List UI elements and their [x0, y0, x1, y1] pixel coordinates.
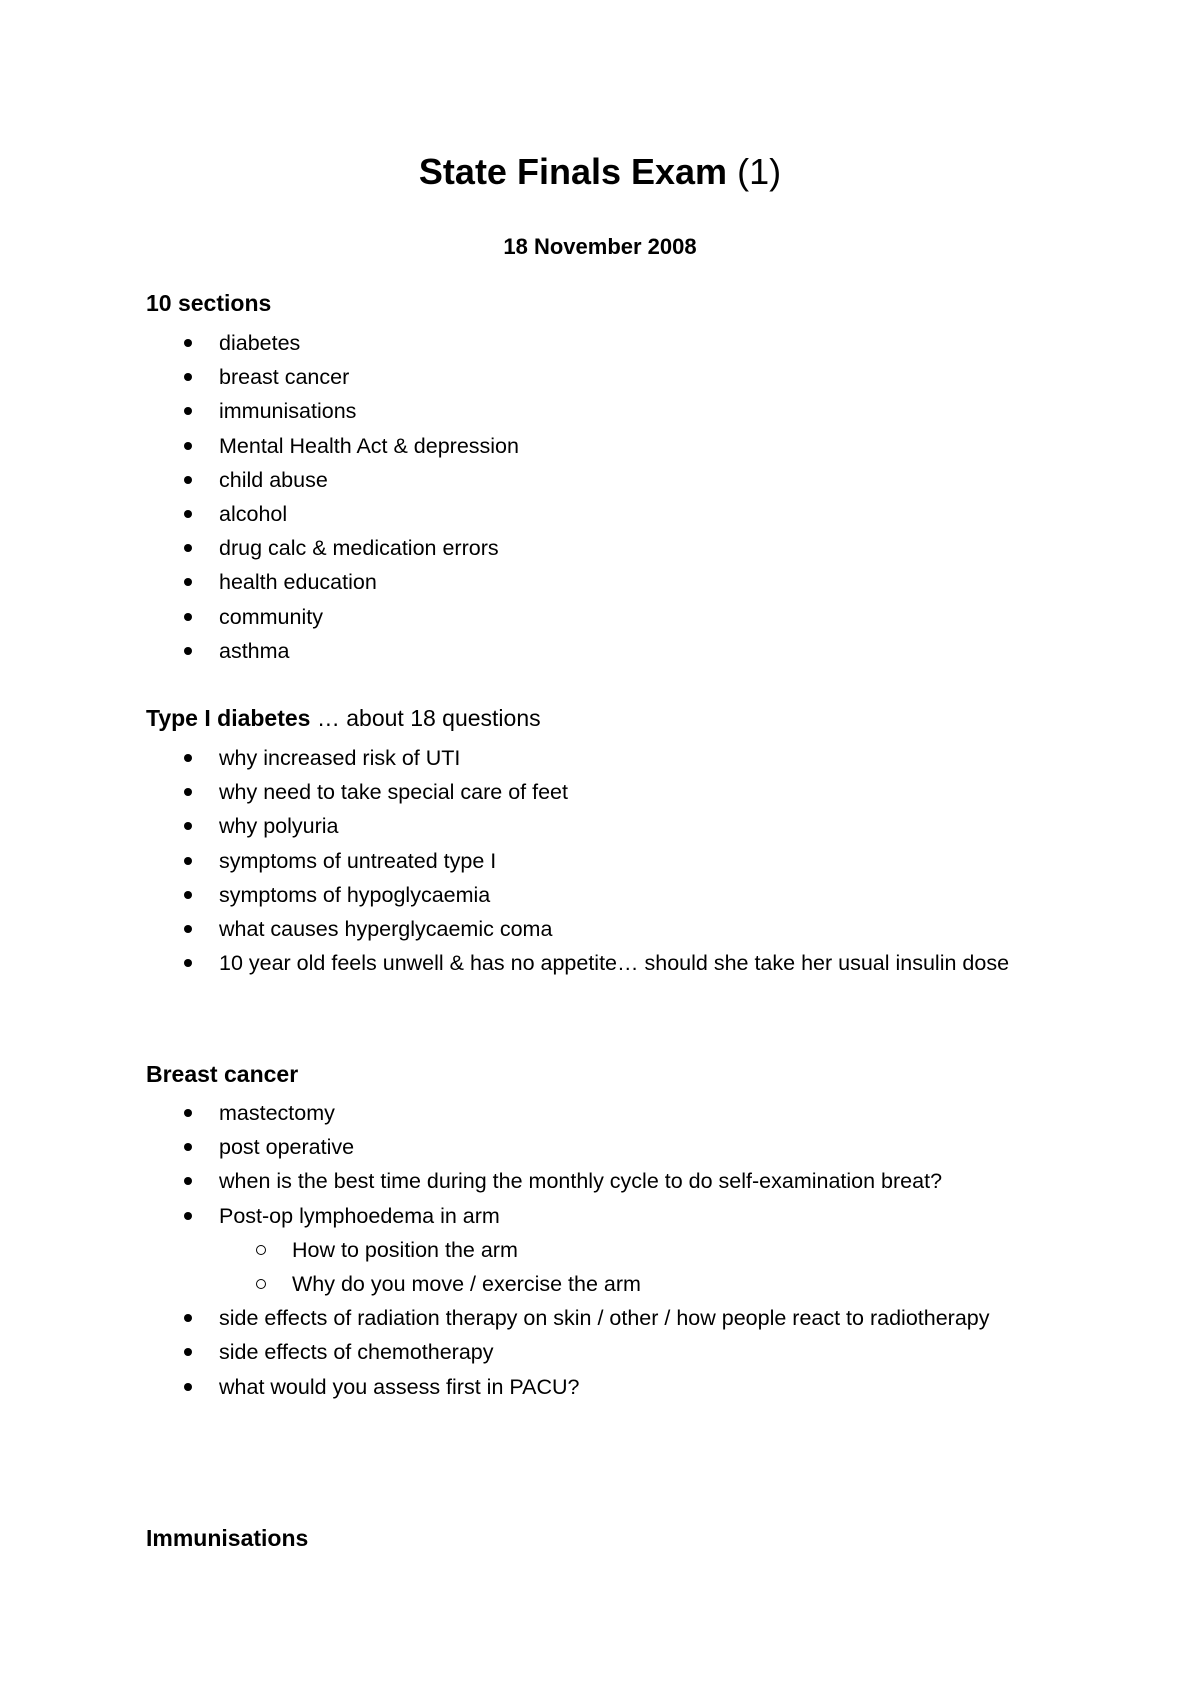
list-item: symptoms of hypoglycaemia: [0, 878, 1009, 912]
list-item: why increased risk of UTI: [0, 741, 1009, 775]
diabetes-heading-rest: … about 18 questions: [310, 705, 541, 731]
diabetes-heading: [146, 703, 541, 733]
page-title: [0, 148, 1200, 196]
list-item: breast cancer: [0, 360, 519, 394]
list-item: alcohol: [0, 497, 519, 531]
list-item: Post-op lymphoedema in arm: [0, 1199, 989, 1233]
sections-heading-text: 10 sections: [146, 290, 272, 316]
list-item: why polyuria: [0, 809, 1009, 843]
breast-cancer-heading: [146, 1059, 298, 1089]
list-item: diabetes: [0, 326, 519, 360]
list-item: asthma: [0, 634, 519, 668]
list-item: 10 year old feels unwell & has no appetite… should she take her usual insulin dose: [0, 946, 1009, 980]
list-item: drug calc & medication errors: [0, 531, 519, 565]
list-item: post operative: [0, 1130, 989, 1164]
list-item: side effects of chemotherapy: [0, 1335, 989, 1369]
list-item: why need to take special care of feet: [0, 775, 1009, 809]
list-item: health education: [0, 565, 519, 599]
breast-cancer-heading-text: Breast cancer: [146, 1061, 299, 1087]
sections-list: [0, 326, 519, 668]
list-item: mastectomy: [0, 1096, 989, 1130]
immunisations-heading: [146, 1523, 308, 1553]
sections-heading: [146, 288, 271, 318]
list-item: what would you assess first in PACU?: [0, 1370, 989, 1404]
list-item: child abuse: [0, 463, 519, 497]
list-item: community: [0, 600, 519, 634]
list-item: immunisations: [0, 394, 519, 428]
title-main: State Finals Exam: [418, 151, 728, 192]
title-suffix: (1): [737, 151, 782, 192]
diabetes-heading-bold: Type I diabetes: [146, 705, 311, 731]
list-item: when is the best time during the monthly cycle to do self-examination breat?: [0, 1164, 989, 1198]
sub-list-item: Why do you move / exercise the arm: [0, 1267, 989, 1301]
breast-cancer-list: [0, 1096, 989, 1404]
diabetes-list: [0, 741, 1009, 980]
sub-list-item: How to position the arm: [0, 1233, 989, 1267]
immunisations-heading-text: Immunisations: [146, 1525, 309, 1551]
list-item: side effects of radiation therapy on skin / other / how people react to radiotherapy: [0, 1301, 989, 1335]
list-item: Mental Health Act & depression: [0, 429, 519, 463]
list-item: what causes hyperglycaemic coma: [0, 912, 1009, 946]
list-item: symptoms of untreated type I: [0, 844, 1009, 878]
page-date: 18 November 2008: [503, 234, 697, 259]
